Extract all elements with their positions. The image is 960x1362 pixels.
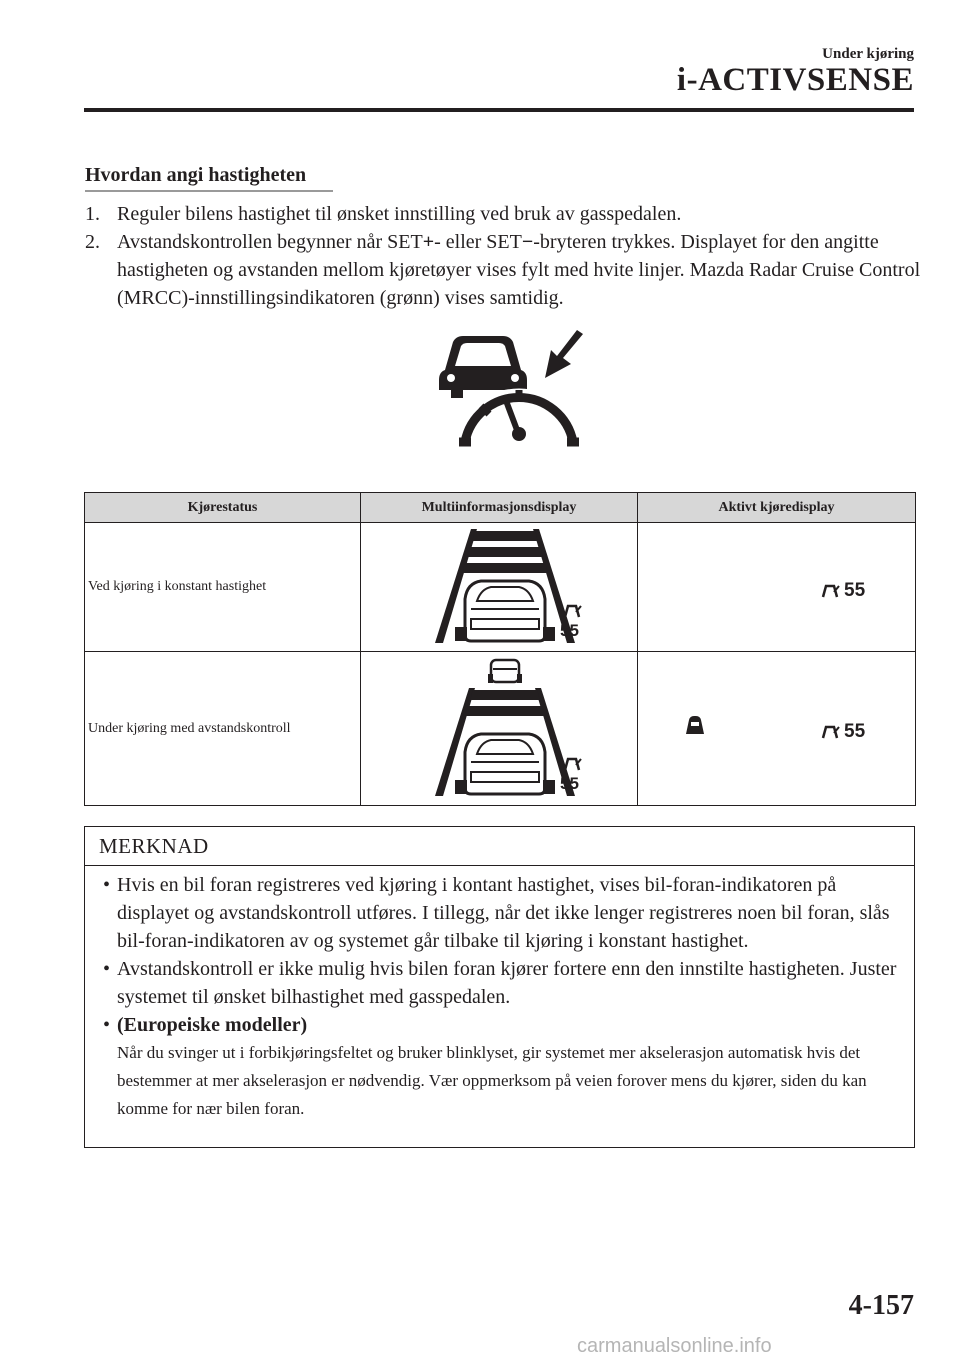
section-title: Hvordan angi hastigheten xyxy=(85,164,307,186)
status-cell: Ved kjøring i konstant hastighet xyxy=(85,523,361,652)
header-rule xyxy=(84,108,914,112)
note-item xyxy=(99,871,909,955)
table-header: Kjørestatus xyxy=(85,493,361,523)
table-header: Aktivt kjøredisplay xyxy=(638,493,916,523)
distance-setting-icon xyxy=(820,724,840,740)
step-2 xyxy=(85,228,925,312)
bullet: • xyxy=(103,1014,111,1036)
page-number: 4-157 xyxy=(848,1290,914,1321)
step-text-a: Avstandskontrollen begynner når SET xyxy=(117,231,423,253)
table-row xyxy=(85,523,916,652)
distance-setting-icon xyxy=(562,603,582,619)
note-box xyxy=(84,826,915,1148)
step-text: Reguler bilens hastighet til ønsket innstilling ved bruk av gasspedalen. xyxy=(117,203,682,225)
minus-symbol: − xyxy=(521,231,534,253)
note-item-heading: (Europeiske modeller) xyxy=(117,1014,308,1036)
note-item-text: Hvis en bil foran registreres ved kjøring i kontant hastighet, vises bil-foran-indikatoren på displayet og avstandskontroll utføres. I tillegg, når det ikke lenger registreres noen bil foran, slås bil-foran-indikatoren av og systemet går tilbake til kjøring i konstant hastighet. xyxy=(117,874,890,952)
note-item xyxy=(99,955,909,1011)
header-subtitle: Under kjøring xyxy=(822,46,914,62)
set-speed-value: 55 xyxy=(560,621,579,640)
status-cell: Under kjøring med avstandskontroll xyxy=(85,652,361,806)
step-number: 1. xyxy=(85,203,100,225)
status-table xyxy=(84,492,916,806)
header-title: i-ACTIVSENSE xyxy=(676,62,914,98)
multi-info-display-cell xyxy=(361,652,638,806)
table-row xyxy=(85,652,916,806)
note-title: MERKNAD xyxy=(99,834,209,858)
steps-list xyxy=(85,200,925,312)
set-speed-value: 55 xyxy=(560,774,579,793)
vehicle-ahead-icon xyxy=(684,714,706,736)
step-number: 2. xyxy=(85,231,100,253)
bullet: • xyxy=(103,958,111,980)
step-1 xyxy=(85,200,925,228)
note-item xyxy=(99,1011,909,1123)
note-item-text: Avstandskontroll er ikke mulig hvis bilen foran kjører fortere enn den innstilte hastigheten. Juster systemet til ønsket bilhastighet med gasspedalen. xyxy=(117,958,897,1008)
watermark: carmanualsonline.info xyxy=(577,1335,772,1357)
step-text-b: - eller SET xyxy=(434,231,522,253)
bullet: • xyxy=(103,874,111,896)
own-car-icon xyxy=(455,734,555,794)
plus-symbol: + xyxy=(422,231,435,253)
table-header: Multiinformasjonsdisplay xyxy=(361,493,638,523)
set-speed-value: 55 xyxy=(844,580,866,601)
section-underline xyxy=(85,190,333,192)
table-header-row xyxy=(85,493,916,523)
multi-info-display-cell xyxy=(361,523,638,652)
own-car-icon xyxy=(455,581,555,641)
distance-setting-icon xyxy=(562,756,582,772)
set-speed-value: 55 xyxy=(844,721,866,742)
note-item-text: Når du svinger ut i forbikjøringsfeltet og bruker blinklyset, gir systemet mer akselerasjon automatisk hvis det bestemmer at mer akselerasjon er nødvendig. Vær oppmerksom på veien forover mens du kjører, siden du kan komme for nær bilen foran. xyxy=(117,1043,867,1118)
note-body xyxy=(99,871,909,1123)
note-header xyxy=(85,827,914,866)
vehicle-ahead-icon xyxy=(488,660,522,683)
active-driving-display-cell xyxy=(638,652,916,806)
step-text-c: -bryteren trykkes. Displayet for den angitte hastigheten og avstanden mellom kjøretøyer vises fylt med hvite linjer. Mazda Radar Cruise Control (MRCC)-innstillingsindikatoren (grønn) vises samtidig. xyxy=(117,231,921,309)
active-driving-display-cell xyxy=(638,523,916,652)
mrcc-indicator-icon xyxy=(425,330,590,460)
distance-setting-icon xyxy=(820,583,840,599)
